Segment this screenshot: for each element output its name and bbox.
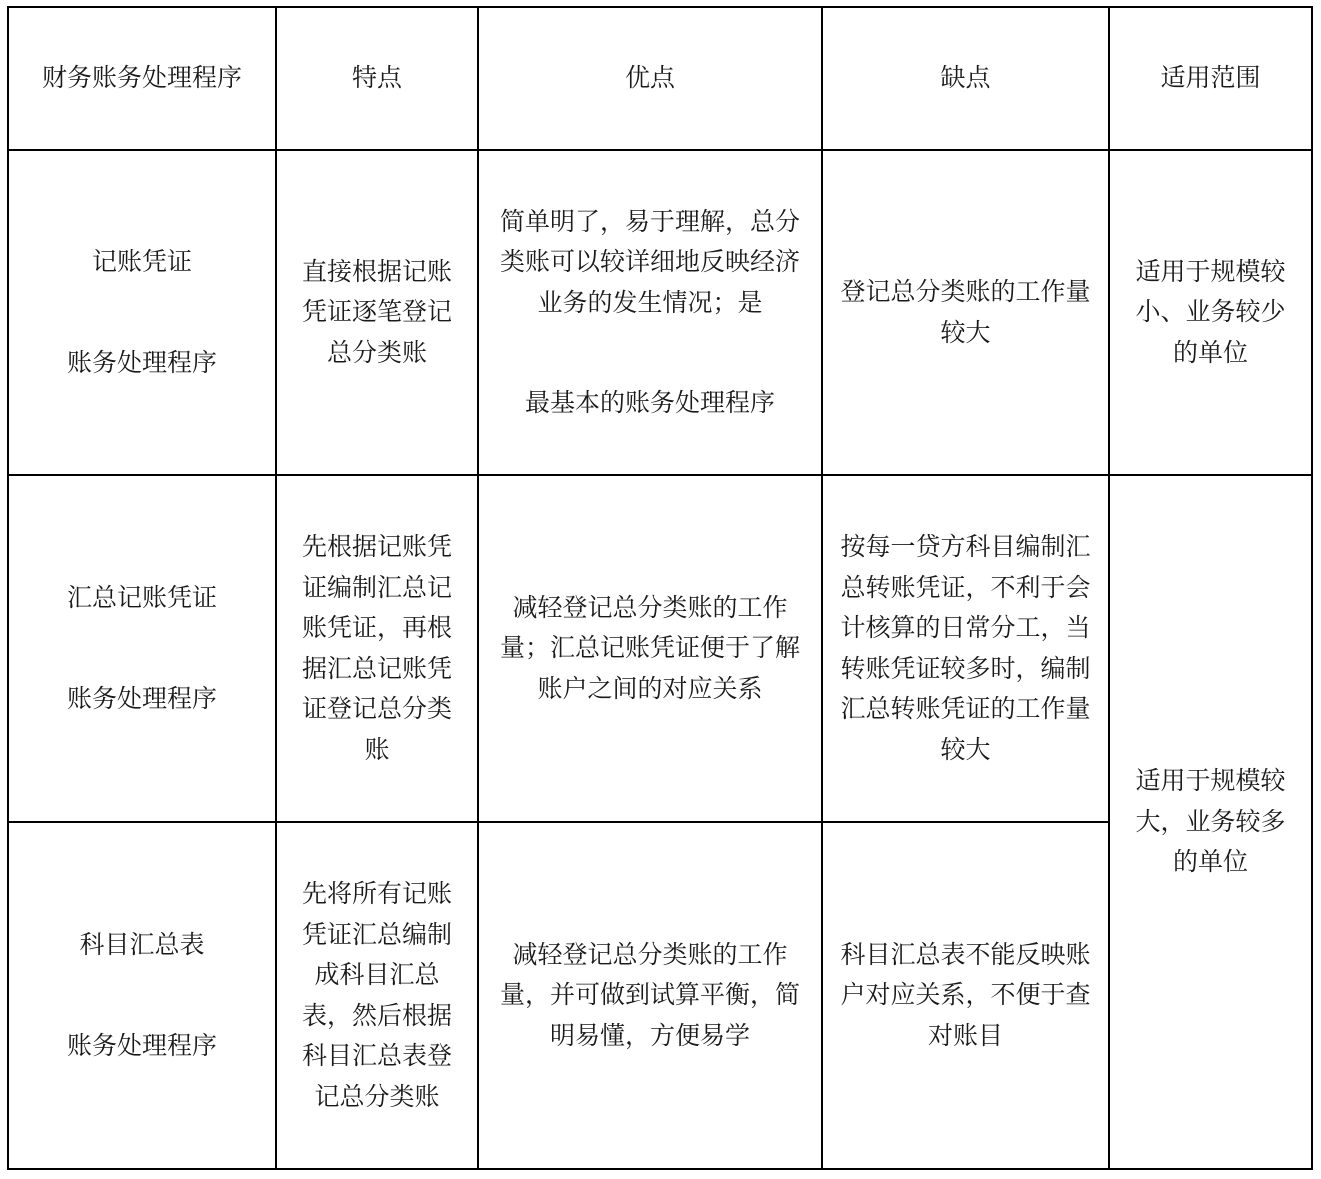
header-disadvantage: 缺点 (822, 7, 1109, 150)
program-name-cell (8, 475, 276, 822)
program-name-cell (8, 822, 276, 1169)
advantage-cell (478, 150, 822, 475)
program-name-line1: 汇总记账凭证 (66, 583, 217, 612)
advantage-paragraph-2: 最基本的账务处理程序 (524, 388, 775, 417)
feature-cell: 先将所有记账凭证汇总编制成科目汇总表，然后根据科目汇总表登记总分类账 (276, 822, 478, 1169)
disadvantage-cell: 科目汇总表不能反映账户对应关系，不便于查对账目 (822, 822, 1109, 1169)
program-name-line2: 账务处理程序 (66, 347, 217, 377)
program-name-line2: 账务处理程序 (66, 683, 217, 713)
feature-cell: 先根据记账凭证编制汇总记账凭证，再根据汇总记账凭证登记总分类账 (276, 475, 478, 822)
header-feature: 特点 (276, 7, 478, 150)
program-name-cell (8, 150, 276, 475)
disadvantage-cell: 按每一贷方科目编制汇总转账凭证，不利于会计核算的日常分工，当转账凭证较多时，编制汇总转账凭证的工作量较大 (822, 475, 1109, 822)
program-name-line2: 账务处理程序 (66, 1030, 217, 1060)
scope-cell: 适用于规模较小、业务较少的单位 (1109, 150, 1312, 475)
program-name-line1: 记账凭证 (91, 247, 192, 276)
header-scope: 适用范围 (1109, 7, 1312, 150)
header-row (8, 7, 1312, 150)
table-row (8, 150, 1312, 475)
shared-scope-cell: 适用于规模较大，业务较多的单位 (1109, 475, 1312, 1169)
advantage-cell: 减轻登记总分类账的工作量；汇总记账凭证便于了解账户之间的对应关系 (478, 475, 822, 822)
table-row (8, 475, 1312, 822)
disadvantage-cell: 登记总分类账的工作量较大 (822, 150, 1109, 475)
advantage-cell: 减轻登记总分类账的工作量，并可做到试算平衡，简明易懂，方便易学 (478, 822, 822, 1169)
feature-cell: 直接根据记账凭证逐笔登记总分类账 (276, 150, 478, 475)
header-program: 财务账务处理程序 (8, 7, 276, 150)
advantage-paragraph-1: 简单明了，易于理解，总分类账可以较详细地反映经济业务的发生情况；是 (499, 206, 800, 317)
header-advantage: 优点 (478, 7, 822, 150)
program-name-line1: 科目汇总表 (79, 930, 205, 959)
accounting-procedures-table (7, 6, 1313, 1170)
